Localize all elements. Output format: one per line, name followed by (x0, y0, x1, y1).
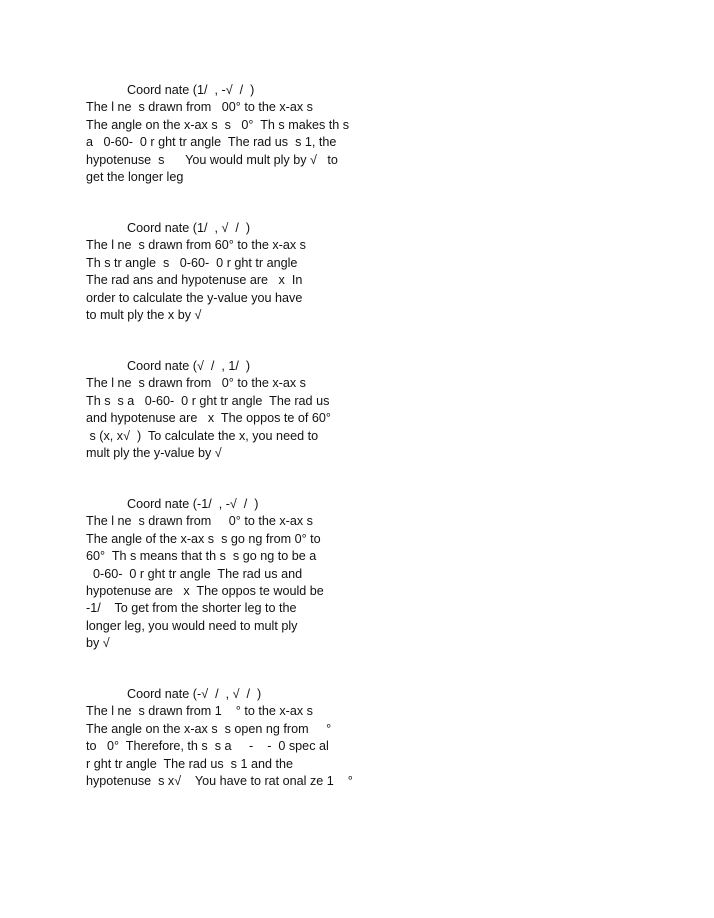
text-line: Th s tr angle s 0-60- 0 r ght tr angle (86, 255, 298, 270)
text-line: Th s s a 0-60- 0 r ght tr angle The rad us (86, 393, 330, 408)
text-line: to 0° Therefore, th s s a - - 0 spec al (86, 739, 329, 754)
text-line: longer leg, you would need to mult ply (86, 618, 298, 633)
coordinate-section-4 (86, 496, 386, 653)
text-line: The l ne s drawn from 00° to the x-ax s (86, 100, 313, 115)
text-line: 0-60- 0 r ght tr angle The rad us and (86, 566, 303, 581)
text-line: -1/ To get from the shorter leg to the (86, 601, 297, 616)
text-line: by √ (86, 636, 110, 651)
text-line: The angle of the x-ax s s go ng from 0° to (86, 531, 321, 546)
text-line: mult ply the y-value by √ (86, 445, 222, 460)
text-line: order to calculate the y-value you have (86, 290, 303, 305)
text-line: hypotenuse are x The oppos te would be (86, 583, 324, 598)
section-heading: Coord nate (√ / , 1/ ) (127, 359, 251, 373)
coordinate-section-3 (86, 358, 386, 462)
text-line: The angle on the x-ax s s open ng from ° (86, 721, 332, 736)
text-line: The rad ans and hypotenuse are x In (86, 273, 303, 288)
section-heading: Coord nate (-1/ , -√ / ) (127, 497, 259, 511)
text-line: The l ne s drawn from 0° to the x-ax s (86, 376, 306, 391)
coordinate-section-5 (86, 686, 386, 790)
text-line: to mult ply the x by √ (86, 307, 202, 322)
text-line: hypotenuse s x√ You have to rat onal ze 1 ° (86, 773, 353, 788)
text-line: The l ne s drawn from 1 ° to the x-ax s (86, 704, 313, 719)
text-line: 60° Th s means that th s s go ng to be a (86, 549, 317, 564)
text-line: get the longer leg (86, 169, 184, 184)
section-heading: Coord nate (-√ / , √ / ) (127, 687, 262, 701)
text-line: s (x, x√ ) To calculate the x, you need to (86, 428, 319, 443)
text-line: The angle on the x-ax s s 0° Th s makes th s (86, 117, 350, 132)
coordinate-section-1 (86, 82, 386, 186)
text-line: a 0-60- 0 r ght tr angle The rad us s 1, the (86, 135, 337, 150)
text-line: r ght tr angle The rad us s 1 and the (86, 756, 293, 771)
text-line: hypotenuse s You would mult ply by √ to (86, 152, 338, 167)
section-heading: Coord nate (1/ , -√ / ) (127, 83, 255, 97)
text-line: and hypotenuse are x The oppos te of 60° (86, 411, 331, 426)
section-heading: Coord nate (1/ , √ / ) (127, 221, 251, 235)
text-line: The l ne s drawn from 60° to the x-ax s (86, 238, 306, 253)
coordinate-section-2 (86, 220, 386, 324)
text-line: The l ne s drawn from 0° to the x-ax s (86, 514, 313, 529)
